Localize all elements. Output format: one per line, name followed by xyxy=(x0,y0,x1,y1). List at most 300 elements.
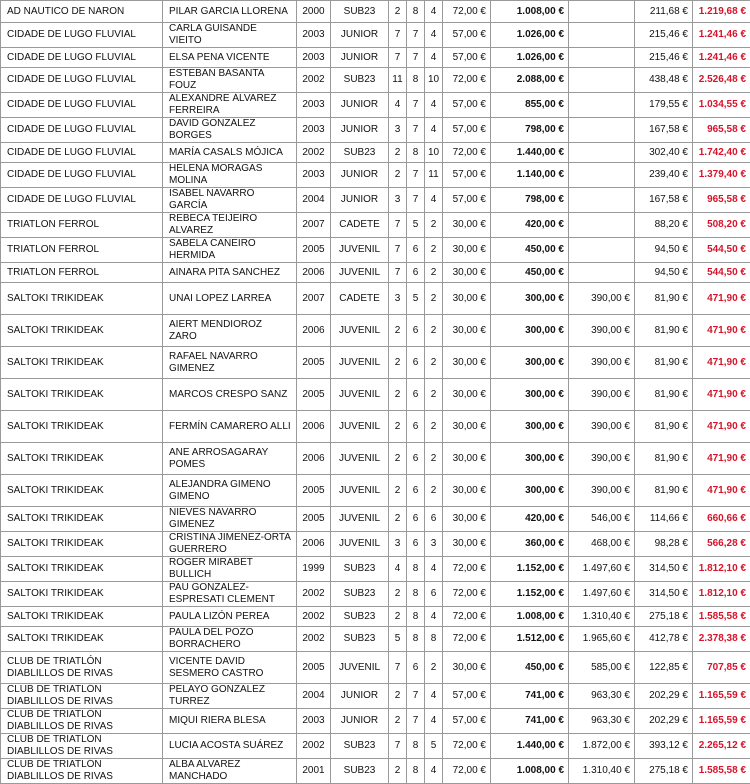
count-b-cell: 8 xyxy=(407,68,425,93)
name-cell: PILAR GARCIA LLORENA xyxy=(163,1,297,23)
extra-cell: 963,30 € xyxy=(569,684,635,709)
total-cell: 1.008,00 € xyxy=(491,1,569,23)
count-c-cell: 6 xyxy=(425,582,443,607)
year-cell: 2002 xyxy=(297,607,331,627)
price-cell: 30,00 € xyxy=(443,213,491,238)
club-cell: CIDADE DE LUGO FLUVIAL xyxy=(1,23,163,48)
table-row xyxy=(1,379,750,411)
category-cell: SUB23 xyxy=(331,582,389,607)
total-cell: 300,00 € xyxy=(491,443,569,475)
year-cell: 2003 xyxy=(297,118,331,143)
fee-cell: 81,90 € xyxy=(635,443,693,475)
count-a-cell: 2 xyxy=(389,1,407,23)
category-cell: JUNIOR xyxy=(331,93,389,118)
fee-cell: 215,46 € xyxy=(635,23,693,48)
total-cell: 1.026,00 € xyxy=(491,48,569,68)
total-cell: 1.140,00 € xyxy=(491,163,569,188)
count-b-cell: 8 xyxy=(407,582,425,607)
table-row xyxy=(1,627,750,652)
club-cell: CIDADE DE LUGO FLUVIAL xyxy=(1,143,163,163)
total-cell: 1.440,00 € xyxy=(491,143,569,163)
fee-cell: 275,18 € xyxy=(635,607,693,627)
count-a-cell: 2 xyxy=(389,315,407,347)
price-cell: 30,00 € xyxy=(443,283,491,315)
fee-cell: 438,48 € xyxy=(635,68,693,93)
year-cell: 2005 xyxy=(297,507,331,532)
price-cell: 30,00 € xyxy=(443,315,491,347)
fee-cell: 81,90 € xyxy=(635,283,693,315)
table-row xyxy=(1,283,750,315)
count-b-cell: 6 xyxy=(407,347,425,379)
count-b-cell: 6 xyxy=(407,411,425,443)
total-cell: 360,00 € xyxy=(491,532,569,557)
total-cell: 300,00 € xyxy=(491,347,569,379)
final-cell: 471,90 € xyxy=(693,379,750,411)
extra-cell: 390,00 € xyxy=(569,315,635,347)
club-cell: SALTOKI TRIKIDEAK xyxy=(1,379,163,411)
category-cell: SUB23 xyxy=(331,627,389,652)
year-cell: 2002 xyxy=(297,627,331,652)
name-cell: MIQUI RIERA BLESA xyxy=(163,709,297,734)
count-a-cell: 7 xyxy=(389,652,407,684)
category-cell: JUNIOR xyxy=(331,48,389,68)
name-cell: PAULA LIZÓN PEREA xyxy=(163,607,297,627)
year-cell: 2003 xyxy=(297,23,331,48)
total-cell: 1.440,00 € xyxy=(491,734,569,759)
name-cell: FERMÍN CAMARERO ALLI xyxy=(163,411,297,443)
price-cell: 72,00 € xyxy=(443,734,491,759)
category-cell: JUVENIL xyxy=(331,507,389,532)
name-cell: MARCOS CRESPO SANZ xyxy=(163,379,297,411)
extra-cell xyxy=(569,213,635,238)
price-cell: 72,00 € xyxy=(443,582,491,607)
final-cell: 1.165,59 € xyxy=(693,709,750,734)
category-cell: JUVENIL xyxy=(331,315,389,347)
price-cell: 57,00 € xyxy=(443,188,491,213)
total-cell: 420,00 € xyxy=(491,507,569,532)
year-cell: 2006 xyxy=(297,532,331,557)
count-a-cell: 7 xyxy=(389,263,407,283)
name-cell: ESTEBAN BASANTA FOUZ xyxy=(163,68,297,93)
extra-cell xyxy=(569,23,635,48)
extra-cell: 1.872,00 € xyxy=(569,734,635,759)
total-cell: 741,00 € xyxy=(491,684,569,709)
table-row xyxy=(1,347,750,379)
total-cell: 1.152,00 € xyxy=(491,582,569,607)
extra-cell: 390,00 € xyxy=(569,283,635,315)
category-cell: JUVENIL xyxy=(331,443,389,475)
count-b-cell: 8 xyxy=(407,607,425,627)
final-cell: 660,66 € xyxy=(693,507,750,532)
count-a-cell: 7 xyxy=(389,48,407,68)
year-cell: 1999 xyxy=(297,557,331,582)
count-b-cell: 6 xyxy=(407,507,425,532)
total-cell: 300,00 € xyxy=(491,379,569,411)
category-cell: JUNIOR xyxy=(331,118,389,143)
count-c-cell: 2 xyxy=(425,652,443,684)
year-cell: 2003 xyxy=(297,709,331,734)
club-cell: SALTOKI TRIKIDEAK xyxy=(1,507,163,532)
table-row xyxy=(1,507,750,532)
total-cell: 798,00 € xyxy=(491,118,569,143)
price-cell: 30,00 € xyxy=(443,507,491,532)
final-cell: 1.742,40 € xyxy=(693,143,750,163)
count-a-cell: 11 xyxy=(389,68,407,93)
club-cell: SALTOKI TRIKIDEAK xyxy=(1,443,163,475)
extra-cell xyxy=(569,93,635,118)
count-c-cell: 2 xyxy=(425,379,443,411)
extra-cell: 546,00 € xyxy=(569,507,635,532)
final-cell: 471,90 € xyxy=(693,443,750,475)
category-cell: JUVENIL xyxy=(331,652,389,684)
table-row xyxy=(1,213,750,238)
final-cell: 1.219,68 € xyxy=(693,1,750,23)
club-cell: CIDADE DE LUGO FLUVIAL xyxy=(1,68,163,93)
club-cell: CLUB DE TRIATLÓN DIABLILLOS DE RIVAS xyxy=(1,652,163,684)
count-a-cell: 7 xyxy=(389,238,407,263)
count-b-cell: 7 xyxy=(407,118,425,143)
price-cell: 72,00 € xyxy=(443,607,491,627)
name-cell: UNAI LOPEZ LARREA xyxy=(163,283,297,315)
fee-cell: 94,50 € xyxy=(635,238,693,263)
count-c-cell: 4 xyxy=(425,759,443,784)
club-cell: CLUB DE TRIATLÓN DIABLILLOS DE RIVAS xyxy=(1,684,163,709)
extra-cell xyxy=(569,1,635,23)
count-a-cell: 5 xyxy=(389,627,407,652)
category-cell: JUNIOR xyxy=(331,188,389,213)
club-cell: CIDADE DE LUGO FLUVIAL xyxy=(1,93,163,118)
price-cell: 72,00 € xyxy=(443,68,491,93)
category-cell: SUB23 xyxy=(331,1,389,23)
count-b-cell: 5 xyxy=(407,283,425,315)
count-a-cell: 2 xyxy=(389,347,407,379)
club-cell: SALTOKI TRIKIDEAK xyxy=(1,557,163,582)
final-cell: 471,90 € xyxy=(693,283,750,315)
price-cell: 57,00 € xyxy=(443,93,491,118)
count-c-cell: 8 xyxy=(425,627,443,652)
name-cell: ALEXANDRE ÁLVAREZ FERREIRA xyxy=(163,93,297,118)
category-cell: JUNIOR xyxy=(331,709,389,734)
extra-cell xyxy=(569,263,635,283)
count-a-cell: 2 xyxy=(389,411,407,443)
name-cell: AINARA PITA SANCHEZ xyxy=(163,263,297,283)
count-b-cell: 8 xyxy=(407,734,425,759)
fee-cell: 202,29 € xyxy=(635,709,693,734)
count-b-cell: 7 xyxy=(407,709,425,734)
club-cell: TRIATLON FERROL xyxy=(1,238,163,263)
table-row xyxy=(1,759,750,784)
count-c-cell: 2 xyxy=(425,411,443,443)
count-a-cell: 2 xyxy=(389,759,407,784)
club-cell: SALTOKI TRIKIDEAK xyxy=(1,411,163,443)
final-cell: 965,58 € xyxy=(693,118,750,143)
fee-cell: 81,90 € xyxy=(635,379,693,411)
count-c-cell: 4 xyxy=(425,188,443,213)
price-cell: 30,00 € xyxy=(443,411,491,443)
extra-cell: 1.497,60 € xyxy=(569,582,635,607)
table-row xyxy=(1,582,750,607)
count-c-cell: 6 xyxy=(425,507,443,532)
final-cell: 471,90 € xyxy=(693,315,750,347)
category-cell: JUVENIL xyxy=(331,347,389,379)
table-row xyxy=(1,475,750,507)
final-cell: 1.034,55 € xyxy=(693,93,750,118)
year-cell: 2007 xyxy=(297,283,331,315)
total-cell: 300,00 € xyxy=(491,411,569,443)
total-cell: 798,00 € xyxy=(491,188,569,213)
count-b-cell: 7 xyxy=(407,188,425,213)
table-row xyxy=(1,93,750,118)
total-cell: 450,00 € xyxy=(491,238,569,263)
price-cell: 30,00 € xyxy=(443,379,491,411)
year-cell: 2006 xyxy=(297,443,331,475)
category-cell: CADETE xyxy=(331,283,389,315)
category-cell: JUVENIL xyxy=(331,532,389,557)
fee-cell: 239,40 € xyxy=(635,163,693,188)
club-cell: SALTOKI TRIKIDEAK xyxy=(1,283,163,315)
count-a-cell: 3 xyxy=(389,118,407,143)
total-cell: 300,00 € xyxy=(491,283,569,315)
club-cell: CLUB DE TRIATLÓN DIABLILLOS DE RIVAS xyxy=(1,759,163,784)
extra-cell: 390,00 € xyxy=(569,411,635,443)
name-cell: ISABEL NAVARRO GARCÍA xyxy=(163,188,297,213)
price-cell: 72,00 € xyxy=(443,759,491,784)
count-c-cell: 5 xyxy=(425,734,443,759)
total-cell: 1.008,00 € xyxy=(491,759,569,784)
count-b-cell: 7 xyxy=(407,163,425,188)
total-cell: 1.512,00 € xyxy=(491,627,569,652)
club-cell: TRIATLON FERROL xyxy=(1,213,163,238)
year-cell: 2002 xyxy=(297,143,331,163)
name-cell: LUCIA ACOSTA SUÁREZ xyxy=(163,734,297,759)
count-c-cell: 2 xyxy=(425,283,443,315)
final-cell: 471,90 € xyxy=(693,411,750,443)
count-a-cell: 2 xyxy=(389,143,407,163)
extra-cell xyxy=(569,68,635,93)
price-cell: 30,00 € xyxy=(443,238,491,263)
count-c-cell: 4 xyxy=(425,93,443,118)
total-cell: 450,00 € xyxy=(491,652,569,684)
category-cell: SUB23 xyxy=(331,557,389,582)
year-cell: 2002 xyxy=(297,68,331,93)
extra-cell xyxy=(569,238,635,263)
club-cell: SALTOKI TRIKIDEAK xyxy=(1,532,163,557)
club-cell: SALTOKI TRIKIDEAK xyxy=(1,627,163,652)
extra-cell xyxy=(569,188,635,213)
category-cell: JUVENIL xyxy=(331,263,389,283)
club-cell: SALTOKI TRIKIDEAK xyxy=(1,475,163,507)
extra-cell: 1.310,40 € xyxy=(569,759,635,784)
count-b-cell: 6 xyxy=(407,443,425,475)
count-a-cell: 7 xyxy=(389,23,407,48)
fee-cell: 314,50 € xyxy=(635,582,693,607)
table-row xyxy=(1,188,750,213)
fee-cell: 167,58 € xyxy=(635,118,693,143)
count-c-cell: 4 xyxy=(425,118,443,143)
fee-cell: 94,50 € xyxy=(635,263,693,283)
count-c-cell: 2 xyxy=(425,347,443,379)
fee-cell: 215,46 € xyxy=(635,48,693,68)
fee-cell: 314,50 € xyxy=(635,557,693,582)
count-c-cell: 4 xyxy=(425,23,443,48)
count-a-cell: 3 xyxy=(389,283,407,315)
count-c-cell: 2 xyxy=(425,238,443,263)
final-cell: 1.812,10 € xyxy=(693,582,750,607)
name-cell: REBECA TEIJEIRO ALVAREZ xyxy=(163,213,297,238)
fee-cell: 302,40 € xyxy=(635,143,693,163)
table-row xyxy=(1,1,750,23)
final-cell: 544,50 € xyxy=(693,238,750,263)
count-c-cell: 2 xyxy=(425,443,443,475)
category-cell: JUVENIL xyxy=(331,238,389,263)
count-a-cell: 3 xyxy=(389,188,407,213)
final-cell: 965,58 € xyxy=(693,188,750,213)
final-cell: 707,85 € xyxy=(693,652,750,684)
extra-cell xyxy=(569,118,635,143)
price-cell: 57,00 € xyxy=(443,48,491,68)
extra-cell: 390,00 € xyxy=(569,347,635,379)
extra-cell: 1.965,60 € xyxy=(569,627,635,652)
extra-cell: 468,00 € xyxy=(569,532,635,557)
year-cell: 2007 xyxy=(297,213,331,238)
count-a-cell: 4 xyxy=(389,557,407,582)
count-a-cell: 3 xyxy=(389,532,407,557)
year-cell: 2005 xyxy=(297,379,331,411)
final-cell: 1.585,58 € xyxy=(693,759,750,784)
table-row xyxy=(1,48,750,68)
count-a-cell: 2 xyxy=(389,443,407,475)
final-cell: 1.241,46 € xyxy=(693,48,750,68)
count-a-cell: 2 xyxy=(389,582,407,607)
fee-cell: 412,78 € xyxy=(635,627,693,652)
total-cell: 420,00 € xyxy=(491,213,569,238)
final-cell: 1.585,58 € xyxy=(693,607,750,627)
final-cell: 508,20 € xyxy=(693,213,750,238)
extra-cell: 390,00 € xyxy=(569,379,635,411)
count-b-cell: 8 xyxy=(407,627,425,652)
final-cell: 1.241,46 € xyxy=(693,23,750,48)
final-cell: 1.812,10 € xyxy=(693,557,750,582)
name-cell: VICENTE DAVID SESMERO CASTRO xyxy=(163,652,297,684)
count-c-cell: 4 xyxy=(425,557,443,582)
club-cell: AD NAUTICO DE NARON xyxy=(1,1,163,23)
count-c-cell: 2 xyxy=(425,263,443,283)
year-cell: 2002 xyxy=(297,582,331,607)
table-row xyxy=(1,315,750,347)
name-cell: RAFAEL NAVARRO GIMENEZ xyxy=(163,347,297,379)
table-row xyxy=(1,68,750,93)
category-cell: SUB23 xyxy=(331,68,389,93)
club-cell: CIDADE DE LUGO FLUVIAL xyxy=(1,48,163,68)
category-cell: SUB23 xyxy=(331,734,389,759)
count-a-cell: 2 xyxy=(389,163,407,188)
year-cell: 2002 xyxy=(297,734,331,759)
count-a-cell: 2 xyxy=(389,379,407,411)
fee-cell: 81,90 € xyxy=(635,347,693,379)
count-a-cell: 2 xyxy=(389,475,407,507)
fee-cell: 211,68 € xyxy=(635,1,693,23)
fee-cell: 114,66 € xyxy=(635,507,693,532)
total-cell: 741,00 € xyxy=(491,709,569,734)
count-c-cell: 4 xyxy=(425,684,443,709)
category-cell: CADETE xyxy=(331,213,389,238)
club-cell: SALTOKI TRIKIDEAK xyxy=(1,582,163,607)
count-c-cell: 10 xyxy=(425,68,443,93)
table-row xyxy=(1,238,750,263)
count-b-cell: 8 xyxy=(407,759,425,784)
club-cell: SALTOKI TRIKIDEAK xyxy=(1,607,163,627)
price-cell: 72,00 € xyxy=(443,1,491,23)
table-row xyxy=(1,163,750,188)
final-cell: 471,90 € xyxy=(693,475,750,507)
count-c-cell: 2 xyxy=(425,213,443,238)
category-cell: SUB23 xyxy=(331,143,389,163)
category-cell: JUNIOR xyxy=(331,684,389,709)
final-cell: 471,90 € xyxy=(693,347,750,379)
fee-cell: 98,28 € xyxy=(635,532,693,557)
extra-cell: 585,00 € xyxy=(569,652,635,684)
category-cell: SUB23 xyxy=(331,759,389,784)
count-b-cell: 8 xyxy=(407,143,425,163)
count-b-cell: 7 xyxy=(407,93,425,118)
year-cell: 2003 xyxy=(297,48,331,68)
club-cell: CLUB DE TRIATLÓN DIABLILLOS DE RIVAS xyxy=(1,734,163,759)
final-cell: 2.526,48 € xyxy=(693,68,750,93)
year-cell: 2006 xyxy=(297,315,331,347)
price-cell: 30,00 € xyxy=(443,652,491,684)
year-cell: 2000 xyxy=(297,1,331,23)
price-cell: 57,00 € xyxy=(443,684,491,709)
price-cell: 57,00 € xyxy=(443,23,491,48)
count-b-cell: 8 xyxy=(407,1,425,23)
count-c-cell: 4 xyxy=(425,1,443,23)
table-row xyxy=(1,118,750,143)
count-b-cell: 7 xyxy=(407,684,425,709)
total-cell: 1.152,00 € xyxy=(491,557,569,582)
price-cell: 72,00 € xyxy=(443,143,491,163)
extra-cell xyxy=(569,143,635,163)
count-b-cell: 7 xyxy=(407,48,425,68)
year-cell: 2005 xyxy=(297,475,331,507)
count-c-cell: 4 xyxy=(425,48,443,68)
total-cell: 1.026,00 € xyxy=(491,23,569,48)
count-c-cell: 10 xyxy=(425,143,443,163)
club-cell: CIDADE DE LUGO FLUVIAL xyxy=(1,118,163,143)
fee-cell: 167,58 € xyxy=(635,188,693,213)
table-row xyxy=(1,23,750,48)
name-cell: PELAYO GONZALEZ TURREZ xyxy=(163,684,297,709)
club-cell: TRIATLON FERROL xyxy=(1,263,163,283)
club-cell: SALTOKI TRIKIDEAK xyxy=(1,347,163,379)
final-cell: 2.378,38 € xyxy=(693,627,750,652)
count-b-cell: 6 xyxy=(407,475,425,507)
name-cell: ANE ARROSAGARAY POMES xyxy=(163,443,297,475)
year-cell: 2005 xyxy=(297,347,331,379)
name-cell: DAVID GONZÁLEZ BORGES xyxy=(163,118,297,143)
count-a-cell: 7 xyxy=(389,734,407,759)
price-cell: 30,00 € xyxy=(443,475,491,507)
final-cell: 2.265,12 € xyxy=(693,734,750,759)
table-row xyxy=(1,684,750,709)
table-row xyxy=(1,443,750,475)
count-b-cell: 8 xyxy=(407,557,425,582)
category-cell: JUNIOR xyxy=(331,23,389,48)
year-cell: 2004 xyxy=(297,188,331,213)
year-cell: 2005 xyxy=(297,238,331,263)
count-b-cell: 6 xyxy=(407,263,425,283)
year-cell: 2006 xyxy=(297,411,331,443)
fee-cell: 179,55 € xyxy=(635,93,693,118)
